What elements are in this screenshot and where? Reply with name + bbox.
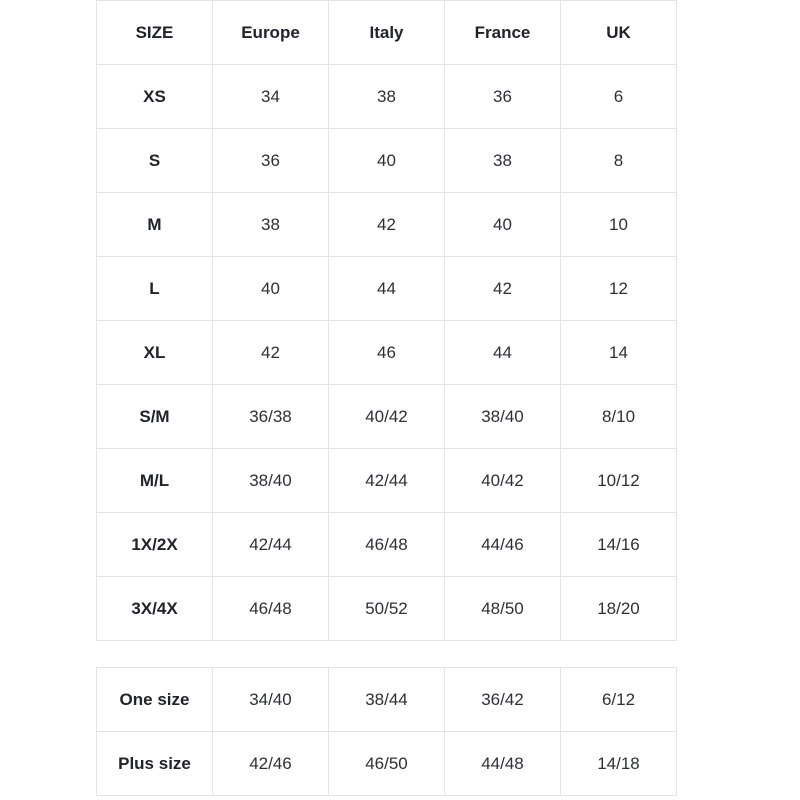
table-spacer [96, 641, 676, 667]
column-header-france: France [445, 1, 561, 65]
cell-italy: 40/42 [329, 385, 445, 449]
cell-europe: 38/40 [213, 449, 329, 513]
cell-italy: 46/48 [329, 513, 445, 577]
cell-europe: 42/46 [213, 732, 329, 796]
cell-uk: 10/12 [561, 449, 677, 513]
cell-france: 40/42 [445, 449, 561, 513]
cell-france: 36 [445, 65, 561, 129]
cell-france: 40 [445, 193, 561, 257]
table-row [97, 65, 677, 129]
cell-italy: 42/44 [329, 449, 445, 513]
row-label: Plus size [97, 732, 213, 796]
row-label: S/M [97, 385, 213, 449]
cell-europe: 40 [213, 257, 329, 321]
table-row [97, 577, 677, 641]
row-label: S [97, 129, 213, 193]
table-row [97, 513, 677, 577]
row-label: M/L [97, 449, 213, 513]
cell-uk: 8 [561, 129, 677, 193]
table-body [97, 668, 677, 796]
cell-uk: 14/18 [561, 732, 677, 796]
cell-france: 44 [445, 321, 561, 385]
table-row [97, 129, 677, 193]
cell-europe: 34 [213, 65, 329, 129]
cell-uk: 14/16 [561, 513, 677, 577]
cell-uk: 12 [561, 257, 677, 321]
cell-italy: 42 [329, 193, 445, 257]
cell-europe: 34/40 [213, 668, 329, 732]
cell-france: 38/40 [445, 385, 561, 449]
cell-italy: 38/44 [329, 668, 445, 732]
cell-italy: 38 [329, 65, 445, 129]
row-label: XS [97, 65, 213, 129]
row-label: M [97, 193, 213, 257]
cell-france: 42 [445, 257, 561, 321]
table-row [97, 449, 677, 513]
size-chart-tables [96, 0, 676, 796]
table-row [97, 257, 677, 321]
cell-france: 44/46 [445, 513, 561, 577]
cell-europe: 38 [213, 193, 329, 257]
column-header-size: SIZE [97, 1, 213, 65]
cell-uk: 10 [561, 193, 677, 257]
table-header-row [97, 1, 677, 65]
row-label: L [97, 257, 213, 321]
one-size-conversion-table [96, 667, 677, 796]
cell-france: 48/50 [445, 577, 561, 641]
cell-europe: 42/44 [213, 513, 329, 577]
cell-uk: 14 [561, 321, 677, 385]
cell-europe: 46/48 [213, 577, 329, 641]
cell-france: 38 [445, 129, 561, 193]
cell-europe: 42 [213, 321, 329, 385]
cell-uk: 18/20 [561, 577, 677, 641]
table-row [97, 668, 677, 732]
table-body [97, 65, 677, 641]
table-row [97, 321, 677, 385]
cell-europe: 36 [213, 129, 329, 193]
column-header-europe: Europe [213, 1, 329, 65]
size-conversion-table [96, 0, 677, 641]
cell-uk: 6 [561, 65, 677, 129]
cell-italy: 46/50 [329, 732, 445, 796]
table-header [97, 1, 677, 65]
cell-france: 44/48 [445, 732, 561, 796]
cell-uk: 8/10 [561, 385, 677, 449]
column-header-italy: Italy [329, 1, 445, 65]
cell-france: 36/42 [445, 668, 561, 732]
table-row [97, 385, 677, 449]
table-row [97, 193, 677, 257]
table-row [97, 732, 677, 796]
row-label: XL [97, 321, 213, 385]
row-label: 1X/2X [97, 513, 213, 577]
row-label: One size [97, 668, 213, 732]
row-label: 3X/4X [97, 577, 213, 641]
cell-italy: 50/52 [329, 577, 445, 641]
cell-italy: 44 [329, 257, 445, 321]
cell-italy: 40 [329, 129, 445, 193]
cell-uk: 6/12 [561, 668, 677, 732]
cell-italy: 46 [329, 321, 445, 385]
column-header-uk: UK [561, 1, 677, 65]
cell-europe: 36/38 [213, 385, 329, 449]
